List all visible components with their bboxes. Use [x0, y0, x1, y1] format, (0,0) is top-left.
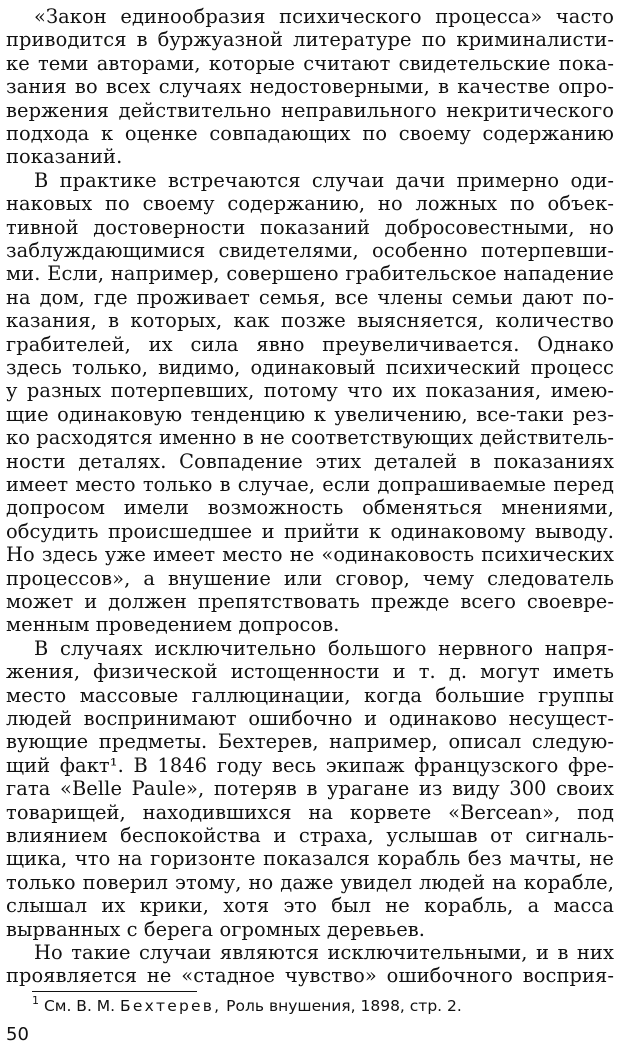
text-line: приводится в буржуазной литературе по криминалисти-	[6, 28, 614, 52]
text-line: вержения действительно неправильного некритического	[6, 98, 614, 122]
text-line: процессов», а внушение или сговор, чему следователь	[6, 566, 614, 590]
text-line: проявляется не «стадное чувство» ошибочного восприя-	[6, 964, 614, 988]
text-line: обсудить происшедшее и прийти к одинаковому выводу.	[6, 519, 614, 543]
document-page	[6, 4, 614, 1044]
text-line: ко расходятся именно в не соответствующих действитель-	[6, 426, 615, 450]
text-line: людей воспринимают ошибочно и одинаково несущест-	[6, 707, 614, 730]
text-line: ности деталях. Совпадение этих деталей в показаниях	[6, 449, 614, 473]
footnote-source: Роль внушения, 1898, стр. 2.	[226, 997, 462, 1015]
text-line: В случаях исключительно большого нервного напря-	[34, 636, 614, 660]
text-line: только поверил этому, но даже увидел людей на корабле,	[6, 870, 614, 894]
text-line: здесь только, видимо, одинаковый психический процесс	[6, 356, 614, 379]
text-line: влиянием беспокойства и страха, услышав от сигналь-	[6, 824, 614, 847]
text-line: казания, в которых, как позже выясняется, количество	[6, 309, 614, 333]
text-line: грабителей, их сила явно преувеличивается. Однако	[6, 332, 614, 356]
footnote-divider	[32, 991, 197, 992]
text-line: у разных потерпевших, потому что их показания, имею-	[6, 379, 614, 403]
text-line: показаний.	[6, 145, 123, 169]
text-line: «Закон единообразия психического процесса» часто	[34, 5, 614, 28]
text-line: тивной достоверности показаний добросовестными, но	[6, 215, 614, 239]
text-line: ке теми авторами, которые считают свидетельские пока-	[6, 51, 614, 75]
text-line: на дом, где проживает семья, все члены семьи дают по-	[6, 285, 614, 309]
text-line: наковых по своему содержанию, но ложных по объек-	[6, 192, 614, 216]
text-line: допросом имели возможность обменяться мнениями,	[6, 496, 614, 520]
text-line: щика, что на горизонте показался корабль без мачты, не	[6, 847, 614, 871]
text-line: менным проведением допросов.	[6, 613, 340, 637]
text-line: щий факт¹. В 1846 году весь экипаж французского фре-	[6, 753, 614, 777]
text-line: ми. Если, например, совершено грабительское нападение	[6, 262, 614, 286]
text-line: гата «Belle Paule», потеряв в урагане из виду 300 своих	[6, 777, 614, 801]
text-line: товарищей, находившихся на корвете «Bercean», под	[6, 800, 614, 824]
text-line: зания во всех случаях недостоверными, в качестве опро-	[6, 75, 614, 99]
text-line: Но здесь уже имеет место не «одинаковость психических	[6, 543, 614, 567]
text-line: Но такие случаи являются исключительными, и в них	[34, 941, 614, 964]
footnote-marker: 1	[32, 994, 39, 1007]
text-line: подхода к оценке совпадающих по своему содержанию	[6, 122, 614, 145]
footnote-prefix: См. В. М.	[43, 997, 116, 1015]
text-line: вующие предметы. Бехтерев, например, описал следую-	[6, 730, 614, 754]
text-line: место массовые галлюцинации, когда большие группы	[6, 683, 614, 707]
footnote	[32, 995, 592, 1019]
text-line: слышал их крики, хотя это был не корабль, а масса	[6, 894, 614, 918]
text-line: В практике встречаются случаи дачи примерно оди-	[34, 168, 614, 192]
footnote-author: Бехтерев,	[120, 997, 222, 1015]
text-line: жения, физической истощенности и т. д. могут иметь	[6, 660, 614, 684]
text-line: щие одинаковую тенденцию к увеличению, все-таки рез-	[6, 402, 614, 426]
page-number: 50	[6, 1024, 29, 1045]
text-line: вырванных с берега огромных деревьев.	[6, 917, 426, 941]
text-line: может и должен препятствовать прежде всего своевре-	[6, 590, 614, 613]
text-line: имеет место только в случае, если допрашиваемые перед	[6, 473, 614, 496]
text-line: заблуждающимися свидетелями, особенно потерпевши-	[6, 239, 614, 262]
